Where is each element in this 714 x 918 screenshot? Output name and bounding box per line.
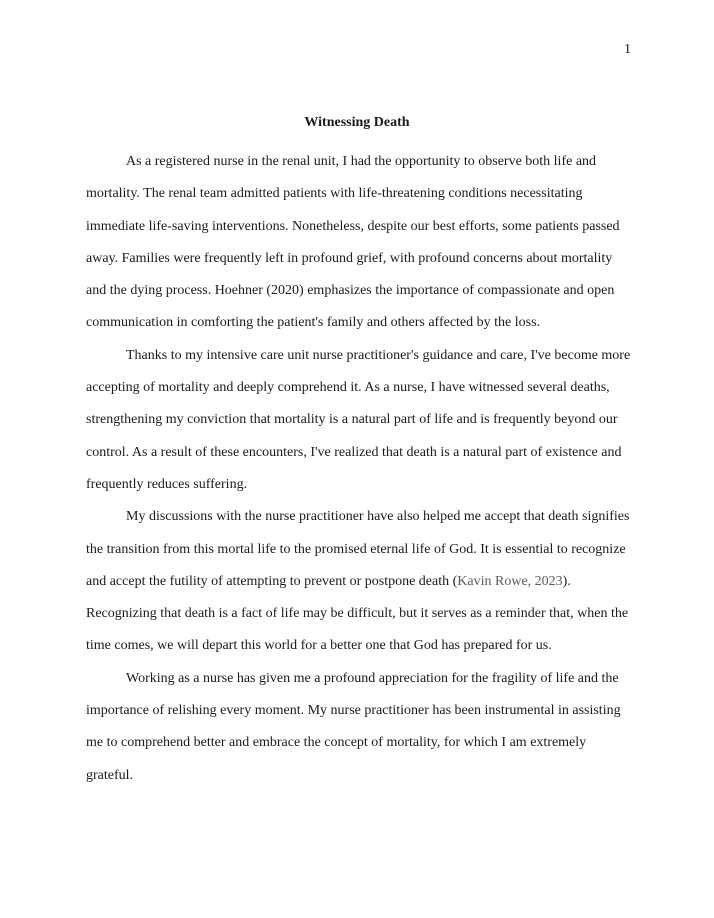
paragraph-line: immediate life-saving interventions. Nonetheless, despite our best efforts, some patients passed [86, 218, 620, 234]
paragraph-line: As a registered nurse in the renal unit, I had the opportunity to observe both life and [126, 154, 597, 169]
document-body [86, 146, 634, 792]
paragraph-line: communication in comforting the patient's family and others affected by the loss. [86, 315, 541, 331]
paragraph-line: beyond our control. As a result of these encounters, I've realized that death is a natural part of [86, 412, 618, 460]
paragraph-4 [86, 663, 634, 792]
paragraph-line: and the dying process. Hoehner (2020) emphasizes the importance of compassionate and open [86, 283, 615, 299]
citation-link: Kavin Rowe, 2023 [457, 573, 563, 589]
page-number: 1 [624, 42, 631, 57]
paragraph-line: more accepting of mortality and deeply comprehend it. As a nurse, I have witnessed several [86, 347, 631, 396]
paragraph-3 [86, 501, 634, 662]
paragraph-line: grateful. [86, 767, 134, 783]
paragraph-line: mortality. The renal team admitted patients with life-threatening conditions necessitating [86, 186, 583, 202]
paragraph-2 [86, 340, 634, 501]
paragraph-line: My discussions with the nurse practitioner have also helped me accept that death signifies [126, 509, 630, 525]
paragraph-line: me to comprehend better and embrace the concept of mortality, for which I am extremely [86, 735, 587, 751]
paragraph-line: Recognizing that death is a fact of life may be difficult, but it serves as a reminder that, when the [86, 606, 629, 622]
paragraph-line: importance of relishing every moment. My nurse practitioner has been instrumental in assisting [86, 703, 621, 719]
paragraph-line: the transition from this mortal life to the promised eternal life of God. It is essential to recognize [86, 541, 626, 557]
paragraph-line: and accept the futility of attempting to prevent or postpone death ( [86, 573, 458, 589]
paragraph-line: time comes, we will depart this world for a better one that God has prepared for us. [86, 638, 552, 654]
paragraph-line: ). [562, 573, 571, 589]
paragraph-line: Thanks to my intensive care unit nurse practitioner's guidance and care, I've become [126, 347, 598, 363]
paragraph-line: existence and frequently reduces suffering. [86, 444, 622, 492]
paragraph-1 [86, 146, 634, 340]
paragraph-line: deaths, strengthening my conviction that mortality is a natural part of life and is frequently [86, 380, 610, 428]
paragraph-line: away. Families were frequently left in profound grief, with profound concerns about mortality [86, 250, 613, 266]
document-title: Witnessing Death [304, 115, 410, 130]
paragraph-line: Working as a nurse has given me a profound appreciation for the fragility of life and the [126, 670, 619, 686]
